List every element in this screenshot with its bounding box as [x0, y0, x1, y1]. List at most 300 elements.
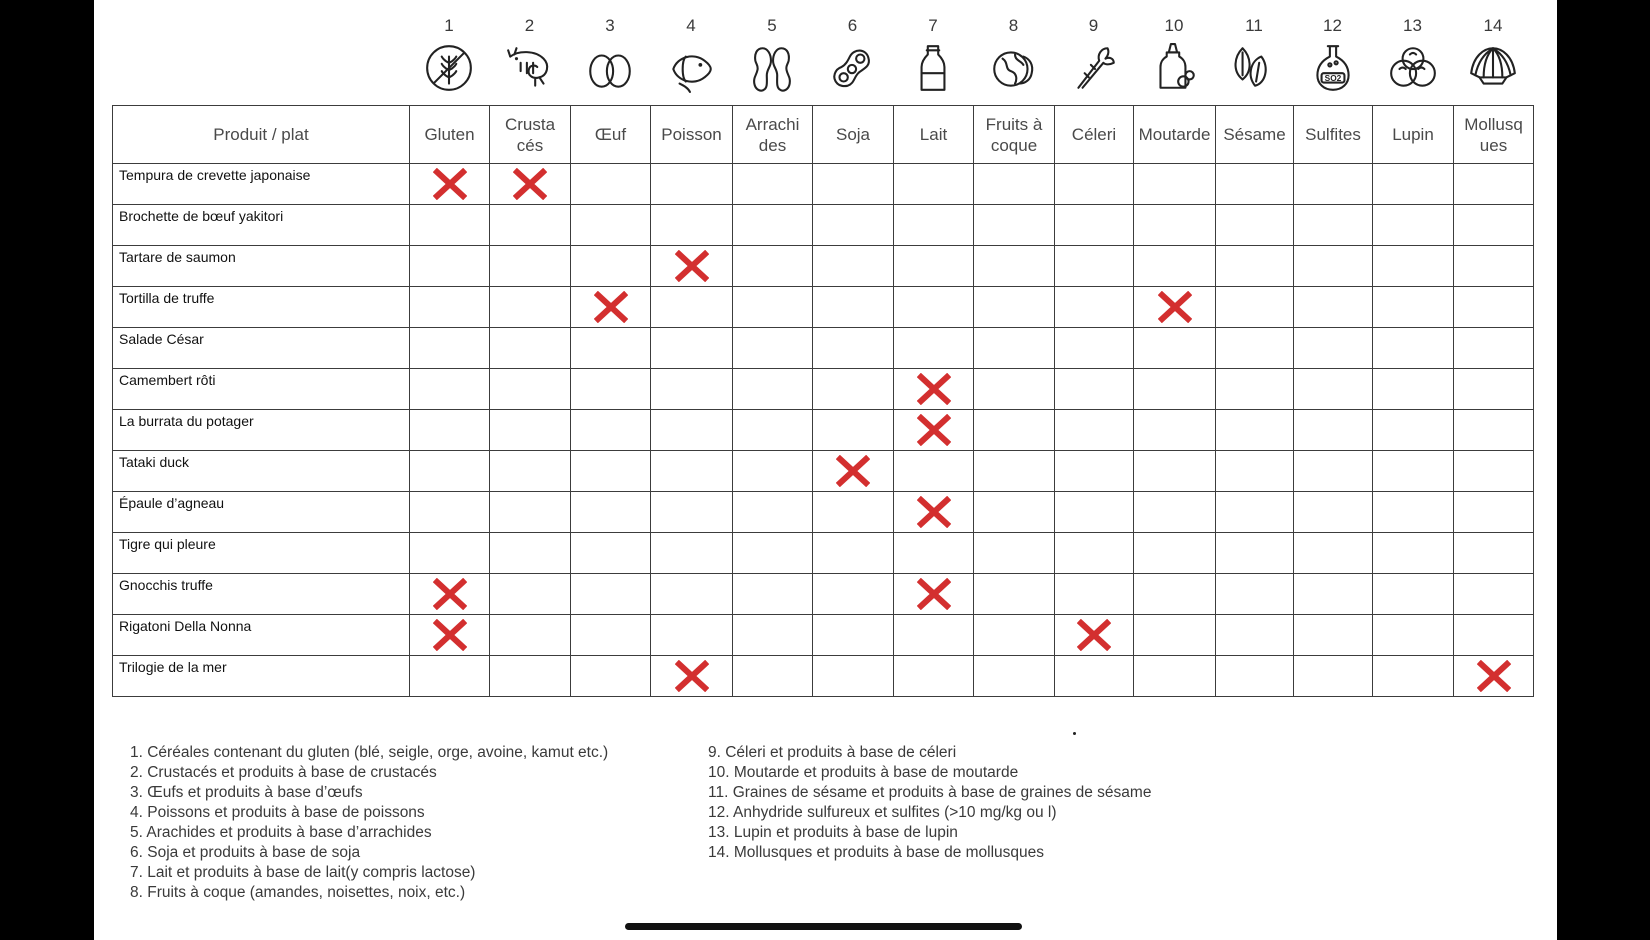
allergen-cell	[813, 615, 894, 656]
allergen-cell	[1055, 328, 1134, 369]
allergen-cell	[1373, 451, 1454, 492]
dish-name: Camembert rôti	[113, 369, 410, 410]
legend-item: 2. Crustacés et produits à base de crustacés	[130, 764, 437, 781]
allergen-cell	[1134, 328, 1216, 369]
allergen-cell	[894, 205, 974, 246]
allergen-cell	[733, 410, 813, 451]
allergen-cell	[651, 492, 733, 533]
allergen-column-icon-14	[1453, 14, 1533, 94]
table-row	[113, 287, 1534, 328]
allergen-cell	[1294, 410, 1373, 451]
allergen-cell	[894, 656, 974, 697]
allergen-cell	[813, 287, 894, 328]
allergen-cell	[894, 615, 974, 656]
dish-name: Gnocchis truffe	[113, 574, 410, 615]
allergen-cell	[1134, 615, 1216, 656]
allergen-cell	[1454, 574, 1534, 615]
allergen-number: 12	[1323, 16, 1342, 35]
allergen-cell	[1134, 205, 1216, 246]
allergen-cell	[1216, 492, 1294, 533]
allergen-cell	[894, 328, 974, 369]
allergen-cell	[894, 369, 974, 410]
allergen-cell	[490, 410, 571, 451]
allergen-cell	[733, 656, 813, 697]
allergen-number: 5	[767, 16, 777, 35]
allergen-present-x-icon	[433, 619, 467, 651]
allergen-column-icon-1	[409, 14, 489, 94]
allergen-cell	[410, 492, 490, 533]
table-row	[113, 533, 1534, 574]
legend-left-column	[130, 743, 608, 903]
allergen-cell	[1294, 369, 1373, 410]
allergen-cell	[1134, 410, 1216, 451]
allergen-cell	[1294, 533, 1373, 574]
allergen-cell	[733, 615, 813, 656]
legend-item: 6. Soja et produits à base de soja	[130, 844, 361, 861]
allergen-cell	[813, 164, 894, 205]
allergen-cell	[1216, 533, 1294, 574]
allergen-cell	[733, 574, 813, 615]
allergen-cell	[1373, 287, 1454, 328]
milk-bottle-icon	[907, 42, 959, 94]
allergen-cell	[1055, 369, 1134, 410]
legend-item: 7. Lait et produits à base de lait(y compris lactose)	[130, 864, 476, 881]
walnut-icon	[988, 42, 1040, 94]
allergen-column-header-3: Œuf	[571, 106, 651, 164]
allergen-cell	[974, 615, 1055, 656]
allergen-cell	[974, 656, 1055, 697]
allergen-cell	[651, 164, 733, 205]
allergen-present-x-icon	[1158, 291, 1192, 323]
allergen-column-icon-2	[489, 14, 570, 94]
allergen-icon-row	[94, 0, 1557, 105]
allergen-present-x-icon	[917, 414, 951, 446]
allergen-cell	[1216, 287, 1294, 328]
allergen-cell	[1055, 533, 1134, 574]
allergen-cell	[490, 205, 571, 246]
allergen-present-x-icon	[1477, 660, 1511, 692]
lupin-beans-icon	[1387, 42, 1439, 94]
allergen-cell	[974, 328, 1055, 369]
allergen-cell	[1294, 287, 1373, 328]
allergen-column-icon-4	[650, 14, 732, 94]
allergen-cell	[571, 451, 651, 492]
table-row	[113, 205, 1534, 246]
allergen-cell	[733, 533, 813, 574]
allergen-cell	[813, 410, 894, 451]
allergen-cell	[1055, 287, 1134, 328]
allergen-cell	[1134, 246, 1216, 287]
allergen-cell	[1454, 656, 1534, 697]
sesame-seeds-icon	[1228, 42, 1280, 94]
allergen-number: 13	[1403, 16, 1422, 35]
soybean-icon	[827, 42, 879, 94]
allergen-cell	[1134, 164, 1216, 205]
allergen-column-icon-11	[1215, 14, 1293, 94]
legend-item: 5. Arachides et produits à base d’arrachides	[130, 824, 432, 841]
allergen-cell	[651, 451, 733, 492]
allergen-number: 14	[1483, 16, 1503, 35]
allergen-column-header-4: Poisson	[651, 106, 733, 164]
allergen-cell	[974, 533, 1055, 574]
allergen-present-x-icon	[675, 660, 709, 692]
allergen-cell	[1294, 615, 1373, 656]
allergen-cell	[490, 369, 571, 410]
allergen-column-icon-10	[1133, 14, 1215, 94]
table-row	[113, 656, 1534, 697]
allergen-cell	[410, 410, 490, 451]
allergen-cell	[1454, 410, 1534, 451]
allergen-cell	[1055, 574, 1134, 615]
allergen-cell	[974, 492, 1055, 533]
allergen-column-header-5: Arrachi des	[733, 106, 813, 164]
allergen-cell	[974, 287, 1055, 328]
allergen-number: 6	[847, 16, 858, 35]
mustard-bottle-icon	[1148, 42, 1200, 94]
allergen-cell	[571, 533, 651, 574]
shrimp-icon	[504, 42, 556, 94]
allergen-cell	[1294, 164, 1373, 205]
table-row	[113, 615, 1534, 656]
allergen-number: 1	[444, 16, 454, 35]
allergen-cell	[1216, 246, 1294, 287]
table-header-row	[113, 106, 1534, 164]
allergen-cell	[813, 205, 894, 246]
allergen-cell	[733, 287, 813, 328]
allergen-cell	[490, 287, 571, 328]
table-row	[113, 451, 1534, 492]
allergen-cell	[571, 615, 651, 656]
allergen-cell	[733, 246, 813, 287]
table-row	[113, 492, 1534, 533]
table-row	[113, 369, 1534, 410]
allergen-column-header-1: Gluten	[410, 106, 490, 164]
allergen-cell	[410, 615, 490, 656]
allergen-cell	[571, 246, 651, 287]
allergen-column-header-7: Lait	[894, 106, 974, 164]
allergen-cell	[651, 369, 733, 410]
allergen-cell	[1373, 492, 1454, 533]
allergen-column-header-2: Crusta cés	[490, 106, 571, 164]
allergen-cell	[1055, 492, 1134, 533]
allergen-cell	[1134, 533, 1216, 574]
legend-right-column	[708, 743, 1151, 863]
allergen-cell	[1294, 574, 1373, 615]
allergen-cell	[894, 492, 974, 533]
allergen-cell	[651, 533, 733, 574]
allergen-cell	[571, 287, 651, 328]
allergen-cell	[1294, 205, 1373, 246]
allergen-cell	[1216, 574, 1294, 615]
allergen-cell	[1373, 533, 1454, 574]
allergen-present-x-icon	[594, 291, 628, 323]
allergen-column-header-8: Fruits à coque	[974, 106, 1055, 164]
allergen-cell	[571, 574, 651, 615]
allergen-column-header-11: Sésame	[1216, 106, 1294, 164]
product-column-header: Produit / plat	[113, 106, 410, 164]
allergen-cell	[1373, 615, 1454, 656]
allergen-cell	[813, 369, 894, 410]
allergen-cell	[1055, 656, 1134, 697]
allergen-cell	[1055, 164, 1134, 205]
allergen-column-header-10: Moutarde	[1134, 106, 1216, 164]
table-row	[113, 246, 1534, 287]
allergen-present-x-icon	[513, 168, 547, 200]
allergen-cell	[1373, 574, 1454, 615]
allergen-column-icon-9	[1054, 14, 1133, 94]
allergen-column-header-6: Soja	[813, 106, 894, 164]
allergen-cell	[410, 205, 490, 246]
allergen-cell	[651, 410, 733, 451]
allergen-cell	[490, 533, 571, 574]
allergen-number: 2	[524, 16, 535, 35]
fish-icon	[665, 42, 717, 94]
allergen-cell	[813, 246, 894, 287]
dish-name: Tataki duck	[113, 451, 410, 492]
allergen-cell	[974, 369, 1055, 410]
allergen-cell	[1294, 492, 1373, 533]
allergen-cell	[410, 369, 490, 410]
so2-flask-icon	[1307, 42, 1359, 94]
dish-name: Trilogie de la mer	[113, 656, 410, 697]
dish-name: Tartare de saumon	[113, 246, 410, 287]
allergen-cell	[813, 451, 894, 492]
allergen-cell	[1216, 410, 1294, 451]
allergen-number: 8	[1008, 16, 1019, 35]
allergen-cell	[1216, 164, 1294, 205]
allergen-cell	[651, 574, 733, 615]
legend-item: 10. Moutarde et produits à base de moutarde	[708, 764, 1019, 781]
allergen-cell	[1294, 328, 1373, 369]
allergen-column-icon-6	[812, 14, 893, 94]
legend-item: 12. Anhydride sulfureux et sulfites (>10 mg/kg ou l)	[708, 804, 1057, 821]
allergen-cell	[651, 328, 733, 369]
allergen-cell	[1454, 246, 1534, 287]
allergen-column-icon-5	[732, 14, 812, 94]
allergen-cell	[813, 533, 894, 574]
allergen-cell	[571, 164, 651, 205]
allergen-cell	[490, 246, 571, 287]
dish-name: Tigre qui pleure	[113, 533, 410, 574]
legend-item: 11. Graines de sésame et produits à base de graines de sésame	[708, 784, 1152, 801]
allergen-cell	[894, 574, 974, 615]
gluten-free-icon	[423, 42, 475, 94]
allergen-number: 7	[928, 16, 938, 35]
table-row	[113, 410, 1534, 451]
allergen-number: 9	[1088, 16, 1099, 35]
dish-name: La burrata du potager	[113, 410, 410, 451]
allergen-cell	[571, 369, 651, 410]
allergen-column-icon-13	[1372, 14, 1453, 94]
allergen-cell	[894, 451, 974, 492]
allergen-cell	[1454, 369, 1534, 410]
table-row	[113, 574, 1534, 615]
dish-name: Tempura de crevette japonaise	[113, 164, 410, 205]
legend-item: 8. Fruits à coque (amandes, noisettes, noix, etc.)	[130, 884, 466, 901]
allergen-cell	[1134, 451, 1216, 492]
allergen-chart-page	[94, 0, 1557, 940]
allergen-cell	[571, 328, 651, 369]
allergen-cell	[1055, 246, 1134, 287]
allergen-cell	[490, 328, 571, 369]
allergen-cell	[1055, 451, 1134, 492]
allergen-cell	[1134, 287, 1216, 328]
allergen-cell	[410, 164, 490, 205]
allergen-cell	[410, 246, 490, 287]
allergen-column-icon-3	[570, 14, 650, 94]
allergen-cell	[651, 656, 733, 697]
allergen-cell	[1454, 451, 1534, 492]
allergen-cell	[733, 328, 813, 369]
allergen-cell	[1216, 615, 1294, 656]
allergen-cell	[1055, 615, 1134, 656]
allergen-present-x-icon	[433, 578, 467, 610]
allergen-cell	[651, 287, 733, 328]
allergen-cell	[1294, 656, 1373, 697]
allergen-table	[112, 105, 1534, 697]
allergen-cell	[1373, 164, 1454, 205]
allergen-column-icon-12	[1293, 14, 1372, 94]
allergen-column-icon-7	[893, 14, 973, 94]
allergen-cell	[651, 246, 733, 287]
allergen-cell	[1055, 410, 1134, 451]
allergen-cell	[974, 205, 1055, 246]
allergen-cell	[490, 615, 571, 656]
legend-item: 13. Lupin et produits à base de lupin	[708, 824, 958, 841]
allergen-cell	[1216, 328, 1294, 369]
allergen-cell	[651, 615, 733, 656]
allergen-cell	[1454, 615, 1534, 656]
allergen-cell	[490, 451, 571, 492]
allergen-cell	[1454, 164, 1534, 205]
allergen-cell	[813, 656, 894, 697]
allergen-cell	[1373, 246, 1454, 287]
allergen-present-x-icon	[917, 373, 951, 405]
dish-name: Rigatoni Della Nonna	[113, 615, 410, 656]
allergen-cell	[410, 328, 490, 369]
dish-name: Épaule d’agneau	[113, 492, 410, 533]
allergen-column-header-14: Mollusq ues	[1454, 106, 1534, 164]
allergen-cell	[410, 451, 490, 492]
allergen-cell	[894, 164, 974, 205]
svg-text:SO2: SO2	[1324, 73, 1341, 83]
allergen-cell	[733, 451, 813, 492]
allergen-present-x-icon	[1077, 619, 1111, 651]
allergen-cell	[733, 205, 813, 246]
allergen-cell	[894, 287, 974, 328]
celery-icon	[1068, 42, 1120, 94]
allergen-cell	[1055, 205, 1134, 246]
allergen-cell	[894, 410, 974, 451]
allergen-cell	[1373, 410, 1454, 451]
allergen-cell	[571, 410, 651, 451]
allergen-cell	[1294, 451, 1373, 492]
allergen-cell	[1134, 492, 1216, 533]
allergen-cell	[1454, 492, 1534, 533]
allergen-cell	[733, 369, 813, 410]
allergen-number: 10	[1164, 16, 1184, 35]
allergen-cell	[894, 533, 974, 574]
allergen-cell	[974, 246, 1055, 287]
allergen-cell	[490, 492, 571, 533]
allergen-cell	[974, 574, 1055, 615]
allergen-column-header-9: Céleri	[1055, 106, 1134, 164]
allergen-cell	[1454, 533, 1534, 574]
allergen-cell	[974, 410, 1055, 451]
allergen-cell	[1216, 205, 1294, 246]
legend-item: 3. Œufs et produits à base d’œufs	[130, 784, 363, 801]
dish-name: Brochette de bœuf yakitori	[113, 205, 410, 246]
allergen-cell	[974, 451, 1055, 492]
legend-item: 1. Céréales contenant du gluten (blé, seigle, orge, avoine, kamut etc.)	[130, 744, 609, 761]
allergen-cell	[813, 574, 894, 615]
allergen-cell	[1454, 205, 1534, 246]
allergen-cell	[410, 656, 490, 697]
allergen-cell	[813, 328, 894, 369]
allergen-cell	[571, 656, 651, 697]
allergen-column-icon-8	[973, 14, 1054, 94]
allergen-cell	[1373, 205, 1454, 246]
legend-item: 4. Poissons et produits à base de poissons	[130, 804, 425, 821]
allergen-number: 11	[1245, 16, 1263, 35]
allergen-cell	[1134, 574, 1216, 615]
table-row	[113, 328, 1534, 369]
stray-dot	[1073, 732, 1076, 735]
dish-name: Tortilla de truffe	[113, 287, 410, 328]
peanut-icon	[746, 42, 798, 94]
allergen-cell	[410, 574, 490, 615]
allergen-number: 3	[605, 16, 615, 35]
allergen-number: 4	[686, 16, 696, 35]
legend-item: 9. Céleri et produits à base de céleri	[708, 744, 957, 761]
allergen-cell	[974, 164, 1055, 205]
allergen-present-x-icon	[433, 168, 467, 200]
allergen-present-x-icon	[917, 496, 951, 528]
allergen-cell	[490, 656, 571, 697]
allergen-cell	[1216, 451, 1294, 492]
allergen-cell	[1454, 287, 1534, 328]
allergen-cell	[1373, 369, 1454, 410]
allergen-cell	[1454, 328, 1534, 369]
allergen-cell	[490, 574, 571, 615]
shell-icon	[1467, 42, 1519, 94]
allergen-cell	[410, 533, 490, 574]
dish-name: Salade César	[113, 328, 410, 369]
allergen-present-x-icon	[836, 455, 870, 487]
allergen-cell	[813, 492, 894, 533]
allergen-cell	[490, 164, 571, 205]
allergen-cell	[733, 164, 813, 205]
allergen-cell	[410, 287, 490, 328]
allergen-present-x-icon	[675, 250, 709, 282]
allergen-cell	[571, 492, 651, 533]
allergen-cell	[1216, 656, 1294, 697]
allergen-cell	[894, 246, 974, 287]
allergen-cell	[1134, 656, 1216, 697]
allergen-cell	[1134, 369, 1216, 410]
allergen-cell	[1216, 369, 1294, 410]
eggs-icon	[584, 42, 636, 94]
allergen-cell	[1373, 656, 1454, 697]
allergen-cell	[1373, 328, 1454, 369]
allergen-cell	[651, 205, 733, 246]
home-indicator-bar[interactable]	[625, 923, 1022, 930]
allergen-present-x-icon	[917, 578, 951, 610]
table-row	[113, 164, 1534, 205]
allergen-cell	[733, 492, 813, 533]
allergen-column-header-13: Lupin	[1373, 106, 1454, 164]
legend-item: 14. Mollusques et produits à base de mollusques	[708, 844, 1045, 861]
